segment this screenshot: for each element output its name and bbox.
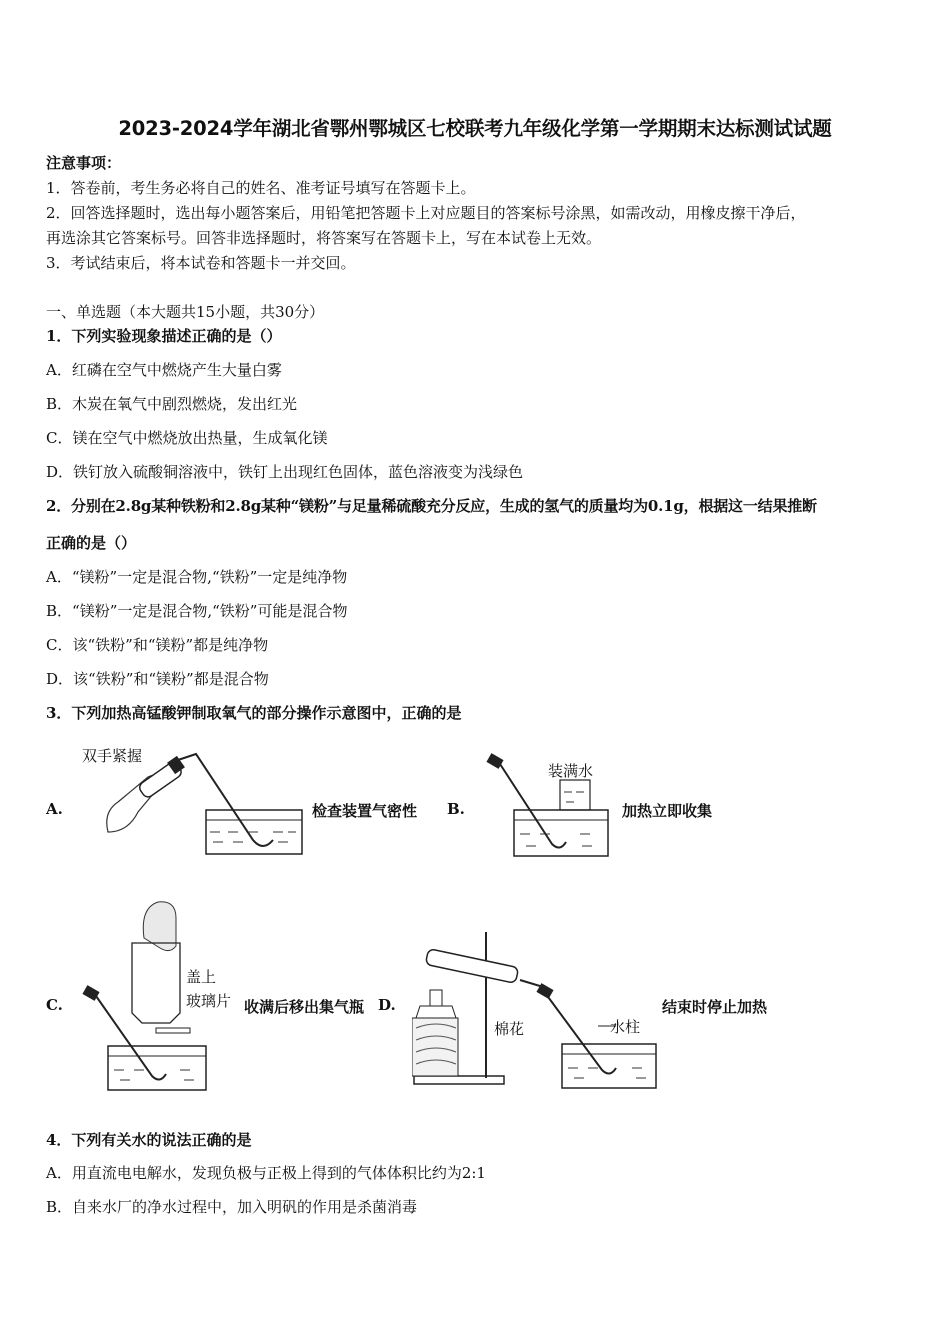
figure-label: 双手紧握 (82, 747, 143, 765)
notice-item: 3．考试结束后，将本试卷和答题卡一并交回。 (46, 254, 356, 272)
option: A．“镁粉”一定是混合物,“铁粉”一定是纯净物 (46, 568, 348, 586)
figure-label: 棉花 (494, 1020, 525, 1038)
option: D．该“铁粉”和“镁粉”都是混合物 (46, 670, 269, 688)
figure-label: 装满水 (548, 762, 594, 780)
option: C．该“铁粉”和“镁粉”都是纯净物 (46, 636, 269, 654)
notice-item: 1．答卷前，考生务必将自己的姓名、准考证号填写在答题卡上。 (46, 179, 476, 197)
option: D．铁钉放入硫酸铜溶液中，铁钉上出现红色固体，蓝色溶液变为浅绿色 (46, 463, 524, 481)
option-caption: 结束时停止加热 (662, 998, 768, 1016)
option-caption: 加热立即收集 (622, 802, 713, 820)
notice-heading: 注意事项： (46, 154, 122, 172)
figure-d-stop-heating (412, 928, 662, 1090)
question-stem: 3．下列加热高锰酸钾制取氧气的部分操作示意图中，正确的是 (46, 704, 462, 722)
option-letter: D. (378, 996, 396, 1014)
notice-item: 再选涂其它答案标号。回答非选择题时，将答案写在答题卡上，写在本试卷上无效。 (46, 229, 602, 247)
option-caption: 检查装置气密性 (312, 802, 418, 820)
notice-item: 2．回答选择题时，选出每小题答案后，用铅笔把答题卡上对应题目的答案标号涂黑，如需改动，用橡皮擦干净后， (46, 204, 806, 222)
option: B．自来水厂的净水过程中，加入明矾的作用是杀菌消毒 (46, 1198, 418, 1216)
option-caption: 收满后移出集气瓶 (244, 998, 365, 1016)
question-stem: 2．分别在2.8g某种铁粉和2.8g某种“镁粉”与足量稀硫酸充分反应，生成的氢气的质量均为0.1g，根据这一结果推断 (46, 497, 817, 515)
figure-label: 盖上 (186, 968, 217, 986)
option: A．用直流电电解水，发现负极与正极上得到的气体体积比约为2:1 (46, 1164, 486, 1182)
figure-label: 水柱 (610, 1018, 641, 1036)
option: A．红磷在空气中燃烧产生大量白雾 (46, 361, 282, 379)
question-stem: 4．下列有关水的说法正确的是 (46, 1131, 252, 1149)
question-stem: 1．下列实验现象描述正确的是（） (46, 327, 282, 345)
option-letter: B. (447, 800, 465, 818)
option-letter: A. (46, 800, 63, 818)
option: C．镁在空气中燃烧放出热量，生成氧化镁 (46, 429, 328, 447)
option: B．木炭在氧气中剧烈燃烧，发出红光 (46, 395, 298, 413)
option: B．“镁粉”一定是混合物,“铁粉”可能是混合物 (46, 602, 348, 620)
page-title: 2023-2024学年湖北省鄂州鄂城区七校联考九年级化学第一学期期末达标测试试题 (118, 117, 832, 140)
option-letter: C. (46, 996, 63, 1014)
question-stem-cont: 正确的是（） (46, 534, 137, 552)
section-heading: 一、单选题（本大题共15小题，共30分） (46, 303, 325, 321)
figure-label: 玻璃片 (186, 992, 232, 1010)
